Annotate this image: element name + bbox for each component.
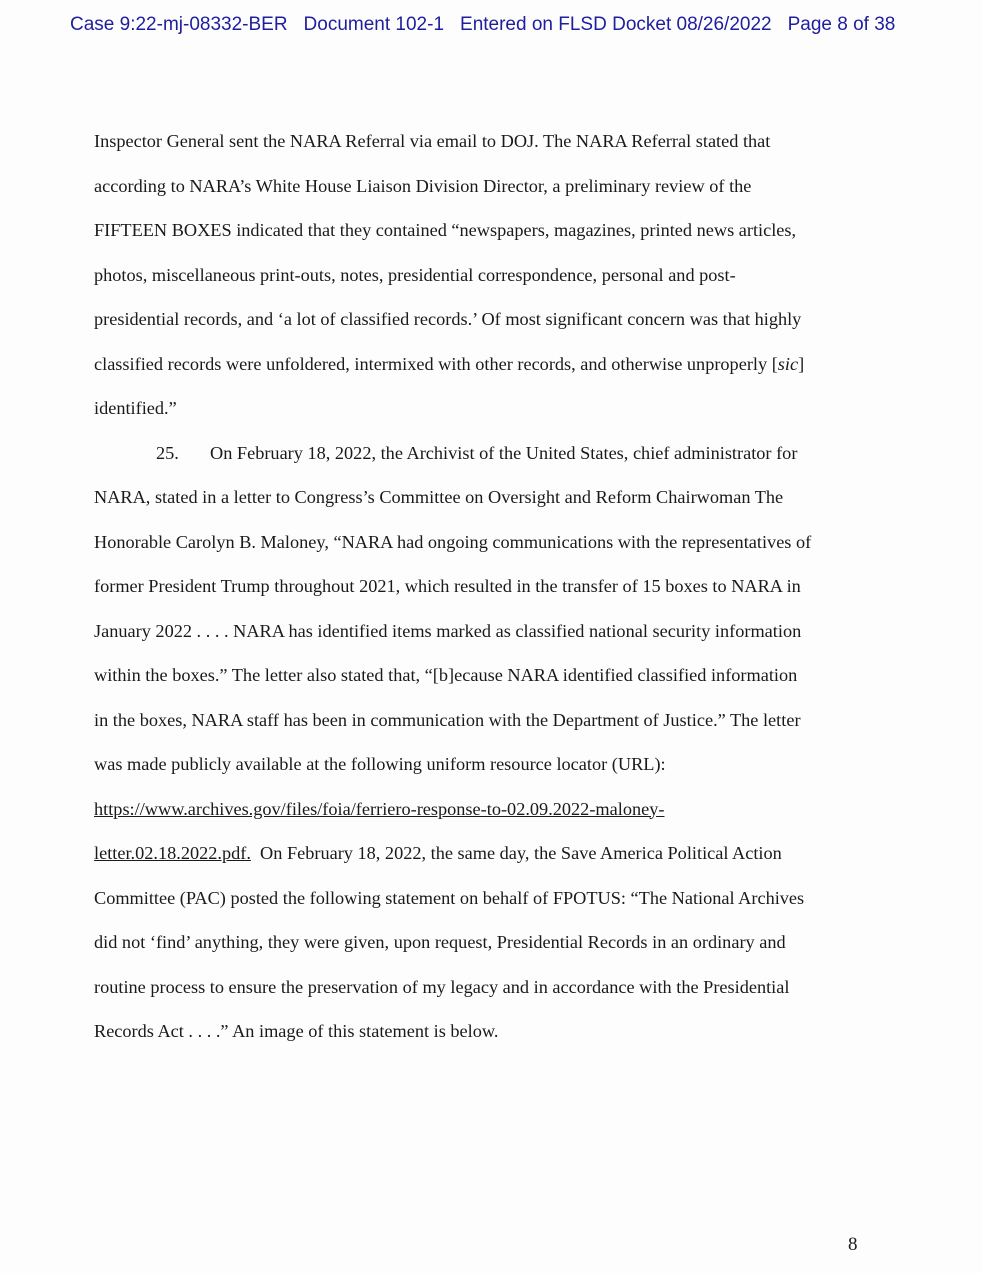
url-line	[94, 793, 864, 838]
text-line	[94, 348, 864, 393]
docket-header-stamp	[70, 14, 911, 36]
entered-date: Entered on FLSD Docket 08/26/2022	[460, 14, 772, 35]
text-segment: ]	[798, 353, 805, 374]
nara-letter-link-continued[interactable]: letter.02.18.2022.pdf.	[94, 843, 251, 863]
page-indicator: Page 8 of 38	[787, 14, 896, 35]
text-line: Records Act . . . .” An image of this statement is below.	[94, 1021, 499, 1041]
text-line: January 2022 . . . . NARA has identified items marked as classified national security information	[94, 620, 802, 641]
nara-letter-link[interactable]: https://www.archives.gov/files/foia/ferriero-response-to-02.09.2022-maloney-	[94, 798, 665, 819]
document-number: Document 102-1	[303, 14, 445, 35]
text-line: in the boxes, NARA staff has been in communication with the Department of Justice.” The letter	[94, 709, 801, 730]
text-segment: On February 18, 2022, the Archivist of the United States, chief administrator for	[210, 442, 798, 463]
text-line: routine process to ensure the preservation of my legacy and in accordance with the Presidential	[94, 976, 790, 997]
text-line: NARA, stated in a letter to Congress’s Committee on Oversight and Reform Chairwoman The	[94, 487, 784, 507]
text-line: FIFTEEN BOXES indicated that they contained “newspapers, magazines, printed news articles,	[94, 220, 797, 240]
text-line: according to NARA’s White House Liaison Division Director, a preliminary review of the	[94, 175, 752, 196]
text-line: Inspector General sent the NARA Referral via email to DOJ. The NARA Referral stated that	[94, 131, 771, 151]
text-segment: On February 18, 2022, the same day, the Save America Political Action	[250, 843, 782, 863]
sic-italic: sic	[777, 353, 799, 374]
text-line: within the boxes.” The letter also stated that, “[b]ecause NARA identified classified information	[94, 665, 798, 685]
text-segment: classified records were unfoldered, intermixed with other records, and otherwise unproperly [	[94, 353, 778, 374]
text-line	[94, 837, 864, 882]
text-line: identified.”	[94, 398, 177, 418]
text-line: was made publicly available at the following uniform resource locator (URL):	[94, 754, 666, 774]
text-line: photos, miscellaneous print-outs, notes, presidential correspondence, personal and post-	[94, 264, 736, 285]
text-line: Committee (PAC) posted the following statement on behalf of FPOTUS: “The National Archives	[94, 887, 805, 908]
text-line: did not ‘find’ anything, they were given, upon request, Presidential Records in an ordinary and	[94, 932, 786, 952]
document-body	[94, 125, 864, 1060]
text-line: Honorable Carolyn B. Maloney, “NARA had ongoing communications with the representatives of	[94, 531, 812, 552]
text-line: presidential records, and ‘a lot of classified records.’ Of most significant concern was that highly	[94, 309, 802, 329]
page-number: 8	[848, 1234, 858, 1255]
case-number: Case 9:22-mj-08332-BER	[70, 14, 288, 35]
paragraph-number: 25.	[156, 442, 179, 463]
paragraph-25-first-line	[94, 437, 864, 482]
text-line: former President Trump throughout 2021, which resulted in the transfer of 15 boxes to NARA in	[94, 576, 801, 596]
